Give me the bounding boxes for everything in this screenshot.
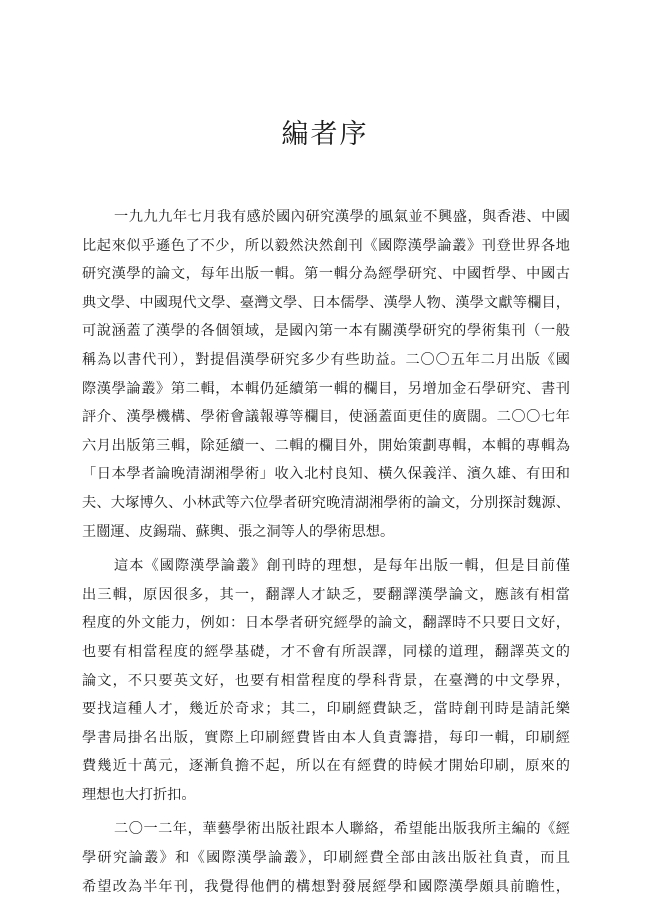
- paragraph-line: 王闓運、皮錫瑞、蘇輿、張之洞等人的學術思想。: [82, 523, 395, 540]
- paragraph-line: 學研究論叢》和《國際漢學論叢》，印刷經費全部由該出版社負責，而且: [82, 850, 570, 867]
- paragraph-line: 夫、大塚博久、小林武等六位學者研究晚清湖湘學術的論文，分別探討魏源、: [82, 494, 570, 511]
- paragraph-line: 際漢學論叢》第二輯，本輯仍延續第一輯的欄目，另增加金石學研究、書刊: [82, 380, 570, 397]
- paragraph-line: 程度的外文能力，例如：日本學者研究經學的論文，翻譯時不只要日文好，: [82, 615, 570, 632]
- paragraph: [82, 203, 570, 546]
- paragraph-line: 典文學、中國現代文學、臺灣文學、日本儒學、漢學人物、漢學文獻等欄目，: [82, 294, 570, 311]
- paragraph-line: 六月出版第三輯，除延續一、二輯的欄目外，開始策劃專輯，本輯的專輯為: [82, 437, 570, 454]
- paragraph-line: 也要有相當程度的經學基礎，才不會有所誤譯，同樣的道理，翻譯英文的: [82, 643, 570, 660]
- paragraph-line: 學書局掛名出版，實際上印刷經費皆由本人負責籌措，每印一輯，印刷經: [82, 729, 570, 746]
- paragraph-line: 出三輯，原因很多，其一，翻譯人才缺乏，要翻譯漢學論文，應該有相當: [82, 586, 570, 603]
- paragraph-line: 「日本學者論晚清湖湘學術」收入北村良知、橫久保義洋、濱久雄、有田和: [82, 466, 570, 483]
- body-text: [82, 203, 570, 907]
- paragraph-line: 希望改為半年刊，我覺得他們的構想對發展經學和國際漢學頗具前瞻性，: [82, 878, 570, 895]
- paragraph-line: 可說涵蓋了漢學的各個領域，是國內第一本有關漢學研究的學術集刊（一般: [82, 323, 570, 340]
- paragraph-line: 論文，不只要英文好，也要有相當程度的學科背景，在臺灣的中文學界，: [82, 672, 570, 689]
- paragraph-line: 一九九九年七月我有感於國內研究漢學的風氣並不興盛，與香港、中國: [114, 209, 570, 225]
- paragraph-line: 理想也大打折扣。: [82, 786, 196, 803]
- paragraph-line: 比起來似乎遜色了不少，所以毅然決然創刊《國際漢學論叢》刊登世界各地: [82, 237, 570, 254]
- paragraph: [82, 552, 570, 809]
- paragraph-line: 費幾近十萬元，逐漸負擔不起，所以在有經費的時候才開始印刷，原來的: [82, 758, 570, 775]
- paragraph-line: 稱為以書代刊），對提倡漢學研究多少有些助益。二〇〇五年二月出版《國: [82, 351, 570, 368]
- paragraph-line: 評介、漢學機構、學術會議報導等欄目，使涵蓋面更佳的廣闊。二〇〇七年: [82, 409, 570, 426]
- paragraph-line: 要找這種人才，幾近於奇求；其二，印刷經費缺乏，當時創刊時是請託樂: [82, 701, 570, 718]
- paragraph-line: 二〇一二年，華藝學術出版社跟本人聯絡，希望能出版我所主編的《經: [114, 821, 570, 838]
- paragraph: [82, 815, 570, 901]
- paragraph-line: 研究漢學的論文，每年出版一輯。第一輯分為經學研究、中國哲學、中國古: [82, 266, 570, 283]
- page-title: 編者序: [281, 119, 369, 150]
- paragraph-line: 這本《國際漢學論叢》創刊時的理想，是每年出版一輯，但是目前僅: [114, 558, 570, 575]
